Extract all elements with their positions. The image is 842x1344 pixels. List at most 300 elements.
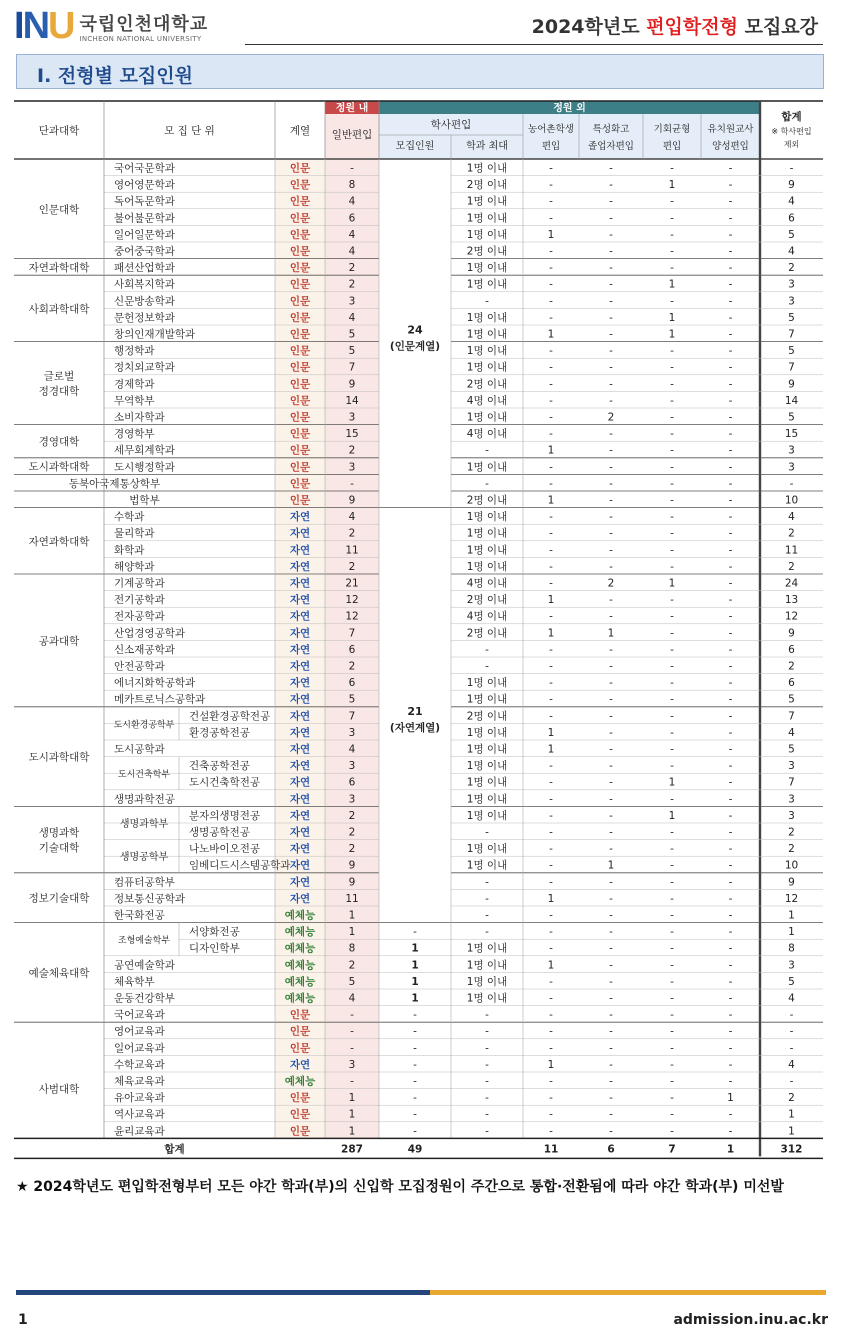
track-label: 자연 xyxy=(289,610,311,623)
teacher-count: - xyxy=(728,909,733,922)
track-label: 인문 xyxy=(289,295,311,308)
equal-count: 1 xyxy=(668,311,676,324)
general-count: 21 xyxy=(345,577,359,590)
track-label: 인문 xyxy=(289,228,311,241)
bachelor-count: - xyxy=(413,926,417,939)
subunit-label: 도시건축학부 xyxy=(117,770,171,781)
rural-count: - xyxy=(549,212,553,225)
bachelor-max: 1명 이내 xyxy=(466,776,508,789)
college-label: 예술체육대학 xyxy=(28,967,90,980)
general-count: 3 xyxy=(348,760,356,773)
subunit-label: 도시환경공학부 xyxy=(113,720,175,731)
general-count: 2 xyxy=(348,826,356,839)
header-total: 합계 xyxy=(781,111,802,123)
special-count: - xyxy=(609,328,613,341)
general-count: 4 xyxy=(348,511,356,524)
subunit-label: 생명공학부 xyxy=(119,852,169,864)
teacher-count: - xyxy=(728,1009,733,1022)
rural-count: - xyxy=(549,295,553,308)
general-count: 2 xyxy=(348,527,356,540)
track-label: 자연 xyxy=(289,809,311,822)
unit-name: 행정학과 xyxy=(114,345,155,358)
teacher-count: - xyxy=(728,926,733,939)
row-total: 4 xyxy=(788,245,795,258)
equal-count: - xyxy=(670,859,674,872)
row-total: 4 xyxy=(788,726,795,739)
header-special-2: 졸업자편입 xyxy=(588,141,634,152)
row-total: - xyxy=(789,477,794,490)
equal-count: - xyxy=(670,378,674,391)
equal-count: - xyxy=(670,262,674,275)
totals-general: 287 xyxy=(341,1143,363,1156)
bachelor-max: - xyxy=(485,1009,489,1022)
row-total: 8 xyxy=(788,942,795,955)
special-count: - xyxy=(609,594,613,607)
unit-name: 중어중국학과 xyxy=(114,245,175,258)
rural-count: - xyxy=(549,461,553,474)
equal-count: - xyxy=(670,1075,674,1088)
rural-count: - xyxy=(549,394,553,407)
rural-count: 1 xyxy=(547,959,555,972)
college-label: 정경대학 xyxy=(38,385,80,398)
track-label: 예체능 xyxy=(284,909,316,922)
unit-name: 에너지화학공학과 xyxy=(114,677,196,690)
row-total: 5 xyxy=(788,411,795,424)
bachelor-max: 2명 이내 xyxy=(466,494,508,507)
rural-count: - xyxy=(549,511,553,524)
general-count: 8 xyxy=(348,942,356,955)
unit-name: 산업경영공학과 xyxy=(114,627,186,640)
university-name-en: INCHEON NATIONAL UNIVERSITY xyxy=(79,34,202,43)
unit-name: 경제학과 xyxy=(114,378,155,391)
bachelor-merged-value: 24 xyxy=(407,323,423,337)
rural-count: - xyxy=(549,1075,553,1088)
teacher-count: - xyxy=(728,876,733,889)
college-label: 글로벌 xyxy=(43,370,75,383)
track-label: 자연 xyxy=(289,677,311,690)
row-total: 5 xyxy=(788,693,795,706)
row-total: 3 xyxy=(788,809,795,822)
equal-count: - xyxy=(670,394,674,407)
bachelor-max: 1명 이내 xyxy=(466,760,508,773)
equal-count: - xyxy=(670,1058,674,1071)
row-total: 12 xyxy=(784,610,799,623)
bachelor-max: 2명 이내 xyxy=(466,594,508,607)
equal-count: - xyxy=(670,975,674,988)
track-label: 예체능 xyxy=(284,975,316,988)
bachelor-merged-value: 21 xyxy=(407,705,423,719)
row-total: - xyxy=(789,162,794,175)
track-label: 자연 xyxy=(289,544,311,557)
special-count: - xyxy=(609,926,613,939)
teacher-count: - xyxy=(728,560,733,573)
bachelor-max: - xyxy=(485,1125,489,1138)
track-label: 자연 xyxy=(289,776,311,789)
header-college: 단과대학 xyxy=(38,125,80,137)
rural-count: - xyxy=(549,942,553,955)
rural-count: - xyxy=(549,560,553,573)
row-total: 15 xyxy=(784,428,799,441)
row-total: 2 xyxy=(788,560,795,573)
general-count: 7 xyxy=(348,710,356,723)
teacher-count: - xyxy=(728,212,733,225)
equal-count: 1 xyxy=(668,328,676,341)
unit-name: 기계공학과 xyxy=(114,577,165,590)
row-total: 5 xyxy=(788,975,795,988)
track-label: 인문 xyxy=(289,179,311,192)
row-total: 3 xyxy=(788,793,795,806)
row-total: 4 xyxy=(788,1058,795,1071)
row-total: 10 xyxy=(784,859,799,872)
college-label: 생명과학 xyxy=(38,827,80,840)
bachelor-max: 1명 이내 xyxy=(466,278,508,291)
bachelor-max: - xyxy=(485,444,489,457)
rural-count: - xyxy=(549,693,553,706)
rural-count: - xyxy=(549,826,553,839)
college-label: 자연과학대학 xyxy=(28,535,90,548)
equal-count: - xyxy=(670,1092,674,1105)
general-count: 5 xyxy=(348,693,356,706)
bachelor-max: 1명 이내 xyxy=(466,212,508,225)
unit-name: 역사교육과 xyxy=(114,1108,165,1121)
teacher-count: - xyxy=(728,1108,733,1121)
unit-name: 나노바이오전공 xyxy=(189,843,261,856)
row-total: 9 xyxy=(788,627,795,640)
track-label: 자연 xyxy=(289,693,311,706)
equal-count: - xyxy=(670,1042,674,1055)
teacher-count: - xyxy=(728,843,733,856)
rural-count: - xyxy=(549,345,553,358)
special-count: - xyxy=(609,843,613,856)
unit-name: 임베디드시스템공학과 xyxy=(189,859,291,872)
special-count: - xyxy=(609,809,613,822)
bachelor-max: 2명 이내 xyxy=(466,179,508,192)
special-count: - xyxy=(609,610,613,623)
track-label: 인문 xyxy=(289,1025,311,1038)
equal-count: 1 xyxy=(668,278,676,291)
teacher-count: - xyxy=(728,511,733,524)
footer-url: admission.inu.ac.kr xyxy=(673,1312,828,1328)
special-count: - xyxy=(609,1125,613,1138)
equal-count: - xyxy=(670,428,674,441)
teacher-count: - xyxy=(728,179,733,192)
row-total: 1 xyxy=(788,909,795,922)
teacher-count: - xyxy=(728,1025,733,1038)
row-total: 5 xyxy=(788,743,795,756)
header-bach-max: 학과 최대 xyxy=(466,141,508,152)
header-teacher-1: 유치원교사 xyxy=(707,124,754,135)
row-total: 5 xyxy=(788,345,795,358)
track-label: 자연 xyxy=(289,560,311,573)
teacher-count: - xyxy=(728,544,733,557)
general-count: 2 xyxy=(348,278,356,291)
teacher-count: - xyxy=(728,577,733,590)
rural-count: - xyxy=(549,311,553,324)
special-count: - xyxy=(609,162,613,175)
row-total: 5 xyxy=(788,311,795,324)
row-total: 4 xyxy=(788,992,795,1005)
general-count: - xyxy=(350,1042,354,1055)
equal-count: - xyxy=(670,909,674,922)
special-count: 1 xyxy=(607,859,615,872)
general-count: 2 xyxy=(348,560,356,573)
special-count: - xyxy=(609,826,613,839)
special-count: - xyxy=(609,195,613,208)
teacher-count: - xyxy=(728,461,733,474)
track-label: 인문 xyxy=(289,428,311,441)
row-total: 2 xyxy=(788,843,795,856)
general-count: 8 xyxy=(348,179,356,192)
special-count: - xyxy=(609,278,613,291)
special-count: - xyxy=(609,643,613,656)
bachelor-max: 1명 이내 xyxy=(466,228,508,241)
general-count: 6 xyxy=(348,643,356,656)
unit-name: 윤리교육과 xyxy=(114,1125,165,1138)
special-count: - xyxy=(609,477,613,490)
row-total: 13 xyxy=(784,594,799,607)
equal-count: - xyxy=(670,494,674,507)
general-count: 11 xyxy=(345,544,359,557)
track-label: 인문 xyxy=(289,394,311,407)
track-label: 자연 xyxy=(289,793,311,806)
equal-count: - xyxy=(670,1009,674,1022)
rural-count: - xyxy=(549,843,553,856)
equal-count: - xyxy=(670,959,674,972)
equal-count: - xyxy=(670,643,674,656)
equal-count: - xyxy=(670,743,674,756)
bachelor-max: - xyxy=(485,1042,489,1055)
totals-total: 312 xyxy=(780,1143,803,1156)
equal-count: - xyxy=(670,212,674,225)
bachelor-max: 2명 이내 xyxy=(466,245,508,258)
special-count: - xyxy=(609,992,613,1005)
bachelor-count: 1 xyxy=(411,959,419,972)
teacher-count: - xyxy=(728,942,733,955)
general-count: 3 xyxy=(348,1058,356,1071)
teacher-count: - xyxy=(728,760,733,773)
bachelor-max: 1명 이내 xyxy=(466,461,508,474)
equal-count: - xyxy=(670,527,674,540)
general-count: 2 xyxy=(348,444,356,457)
rural-count: - xyxy=(549,992,553,1005)
totals-teacher: 1 xyxy=(726,1143,735,1156)
track-label: 자연 xyxy=(289,826,311,839)
equal-count: - xyxy=(670,892,674,905)
general-count: 2 xyxy=(348,959,356,972)
general-count: 15 xyxy=(345,428,359,441)
unit-name: 전자공학과 xyxy=(114,610,165,623)
row-total: 3 xyxy=(788,461,795,474)
row-total: 5 xyxy=(788,228,795,241)
rural-count: - xyxy=(549,544,553,557)
track-label: 예체능 xyxy=(284,992,316,1005)
bachelor-max: 1명 이내 xyxy=(466,942,508,955)
bachelor-count: 1 xyxy=(411,992,419,1005)
bachelor-max: 1명 이내 xyxy=(466,345,508,358)
special-count: 2 xyxy=(607,411,615,424)
teacher-count: - xyxy=(728,494,733,507)
row-total: 1 xyxy=(788,1108,795,1121)
row-total: 6 xyxy=(788,212,795,225)
rural-count: - xyxy=(549,909,553,922)
unit-name: 화학과 xyxy=(114,544,145,557)
unit-name: 창의인재개발학과 xyxy=(114,328,196,341)
general-count: 5 xyxy=(348,328,356,341)
row-total: 6 xyxy=(788,643,795,656)
unit-name: 물리학과 xyxy=(114,527,155,540)
equal-count: 1 xyxy=(668,809,676,822)
header-outside: 정원 외 xyxy=(553,103,586,114)
track-label: 인문 xyxy=(289,361,311,374)
teacher-count: - xyxy=(728,1058,733,1071)
row-total: - xyxy=(789,1075,794,1088)
equal-count: - xyxy=(670,693,674,706)
rural-count: - xyxy=(549,577,553,590)
rural-count: - xyxy=(549,660,553,673)
unit-name: 환경공학전공 xyxy=(189,726,250,739)
rural-count: - xyxy=(549,760,553,773)
special-count: - xyxy=(609,776,613,789)
teacher-count: - xyxy=(728,394,733,407)
rural-count: - xyxy=(549,643,553,656)
special-count: - xyxy=(609,959,613,972)
rural-count: - xyxy=(549,975,553,988)
header-total-note1: ※ 학사편입 xyxy=(771,127,812,136)
special-count: 1 xyxy=(607,627,615,640)
special-count: - xyxy=(609,228,613,241)
general-count: 4 xyxy=(348,992,356,1005)
row-total: 10 xyxy=(784,494,799,507)
unit-name: 도시건축학전공 xyxy=(189,776,261,789)
rural-count: - xyxy=(549,179,553,192)
teacher-count: - xyxy=(728,610,733,623)
general-count: 9 xyxy=(348,378,356,391)
row-total: 3 xyxy=(788,959,795,972)
row-total: 7 xyxy=(788,328,795,341)
bachelor-max: 1명 이내 xyxy=(466,693,508,706)
special-count: - xyxy=(609,1108,613,1121)
bachelor-count: - xyxy=(413,1058,417,1071)
unit-name: 생명공학전공 xyxy=(189,826,250,839)
general-count: 14 xyxy=(345,394,359,407)
rural-count: - xyxy=(549,378,553,391)
teacher-count: - xyxy=(728,677,733,690)
rural-count: - xyxy=(549,361,553,374)
unit-name: 경영학부 xyxy=(114,428,155,441)
equal-count: - xyxy=(670,245,674,258)
track-label: 인문 xyxy=(289,411,311,424)
general-count: 2 xyxy=(348,809,356,822)
special-count: - xyxy=(609,361,613,374)
special-count: - xyxy=(609,544,613,557)
university-name-ko: 국립인천대학교 xyxy=(79,13,209,35)
equal-count: - xyxy=(670,710,674,723)
bachelor-max: - xyxy=(485,1108,489,1121)
rural-count: - xyxy=(549,926,553,939)
track-label: 자연 xyxy=(289,876,311,889)
rural-count: 1 xyxy=(547,228,555,241)
rural-count: - xyxy=(549,162,553,175)
rural-count: 1 xyxy=(547,594,555,607)
special-count: - xyxy=(609,245,613,258)
totals-equal: 7 xyxy=(668,1143,676,1156)
unit-name: 신문방송학과 xyxy=(114,295,175,308)
general-count: 5 xyxy=(348,975,356,988)
general-count: 12 xyxy=(345,594,359,607)
special-count: - xyxy=(609,876,613,889)
row-total: 14 xyxy=(784,394,799,407)
bachelor-max: 4명 이내 xyxy=(466,428,508,441)
track-label: 예체능 xyxy=(284,942,316,955)
special-count: - xyxy=(609,726,613,739)
track-label: 인문 xyxy=(289,245,311,258)
header-total-note2: 제외 xyxy=(783,140,800,149)
unit-name: 일어일문학과 xyxy=(114,228,175,241)
bachelor-max: 1명 이내 xyxy=(466,959,508,972)
row-total: 2 xyxy=(788,1092,795,1105)
header-rural-2: 편입 xyxy=(541,141,561,152)
header-equal-2: 편입 xyxy=(662,141,682,152)
rural-count: - xyxy=(549,262,553,275)
special-count: - xyxy=(609,527,613,540)
bachelor-max: 1명 이내 xyxy=(466,677,508,690)
unit-name: 건축공학전공 xyxy=(189,760,250,773)
teacher-count: - xyxy=(728,809,733,822)
unit-name: 문헌정보학과 xyxy=(114,311,175,324)
teacher-count: - xyxy=(728,278,733,291)
teacher-count: - xyxy=(728,643,733,656)
college-label: 도시과학대학 xyxy=(28,461,90,474)
unit-name: 영어교육과 xyxy=(114,1025,165,1038)
bachelor-max: 2명 이내 xyxy=(466,378,508,391)
bachelor-count: - xyxy=(413,1075,417,1088)
special-count: - xyxy=(609,345,613,358)
row-total: 2 xyxy=(788,660,795,673)
track-label: 인문 xyxy=(289,494,311,507)
college-label: 도시과학대학 xyxy=(28,751,90,764)
track-label: 자연 xyxy=(289,859,311,872)
equal-count: - xyxy=(670,511,674,524)
college-label: 공과대학 xyxy=(38,635,80,648)
special-count: - xyxy=(609,710,613,723)
row-total: 1 xyxy=(788,1125,795,1138)
unit-name: 분자의생명전공 xyxy=(189,809,261,822)
special-count: - xyxy=(609,975,613,988)
bachelor-max: 4명 이내 xyxy=(466,394,508,407)
teacher-count: - xyxy=(728,361,733,374)
bachelor-max: 1명 이내 xyxy=(466,843,508,856)
bachelor-max: 1명 이내 xyxy=(466,328,508,341)
general-count: 1 xyxy=(348,1108,356,1121)
general-count: 2 xyxy=(348,262,356,275)
header-inside: 정원 내 xyxy=(335,103,369,114)
track-label: 자연 xyxy=(289,511,311,524)
special-count: - xyxy=(609,793,613,806)
teacher-count: - xyxy=(728,1125,733,1138)
equal-count: - xyxy=(670,826,674,839)
unit-name: 수학교육과 xyxy=(114,1058,165,1071)
unit-name: 공연예술학과 xyxy=(114,959,175,972)
general-count: 2 xyxy=(348,843,356,856)
rural-count: 1 xyxy=(547,743,555,756)
special-count: - xyxy=(609,892,613,905)
bachelor-merged-label: (인문계열) xyxy=(389,340,441,353)
track-label: 인문 xyxy=(289,311,311,324)
bachelor-max: 1명 이내 xyxy=(466,544,508,557)
teacher-count: - xyxy=(728,345,733,358)
teacher-count: - xyxy=(728,444,733,457)
track-label: 예체능 xyxy=(284,926,316,939)
